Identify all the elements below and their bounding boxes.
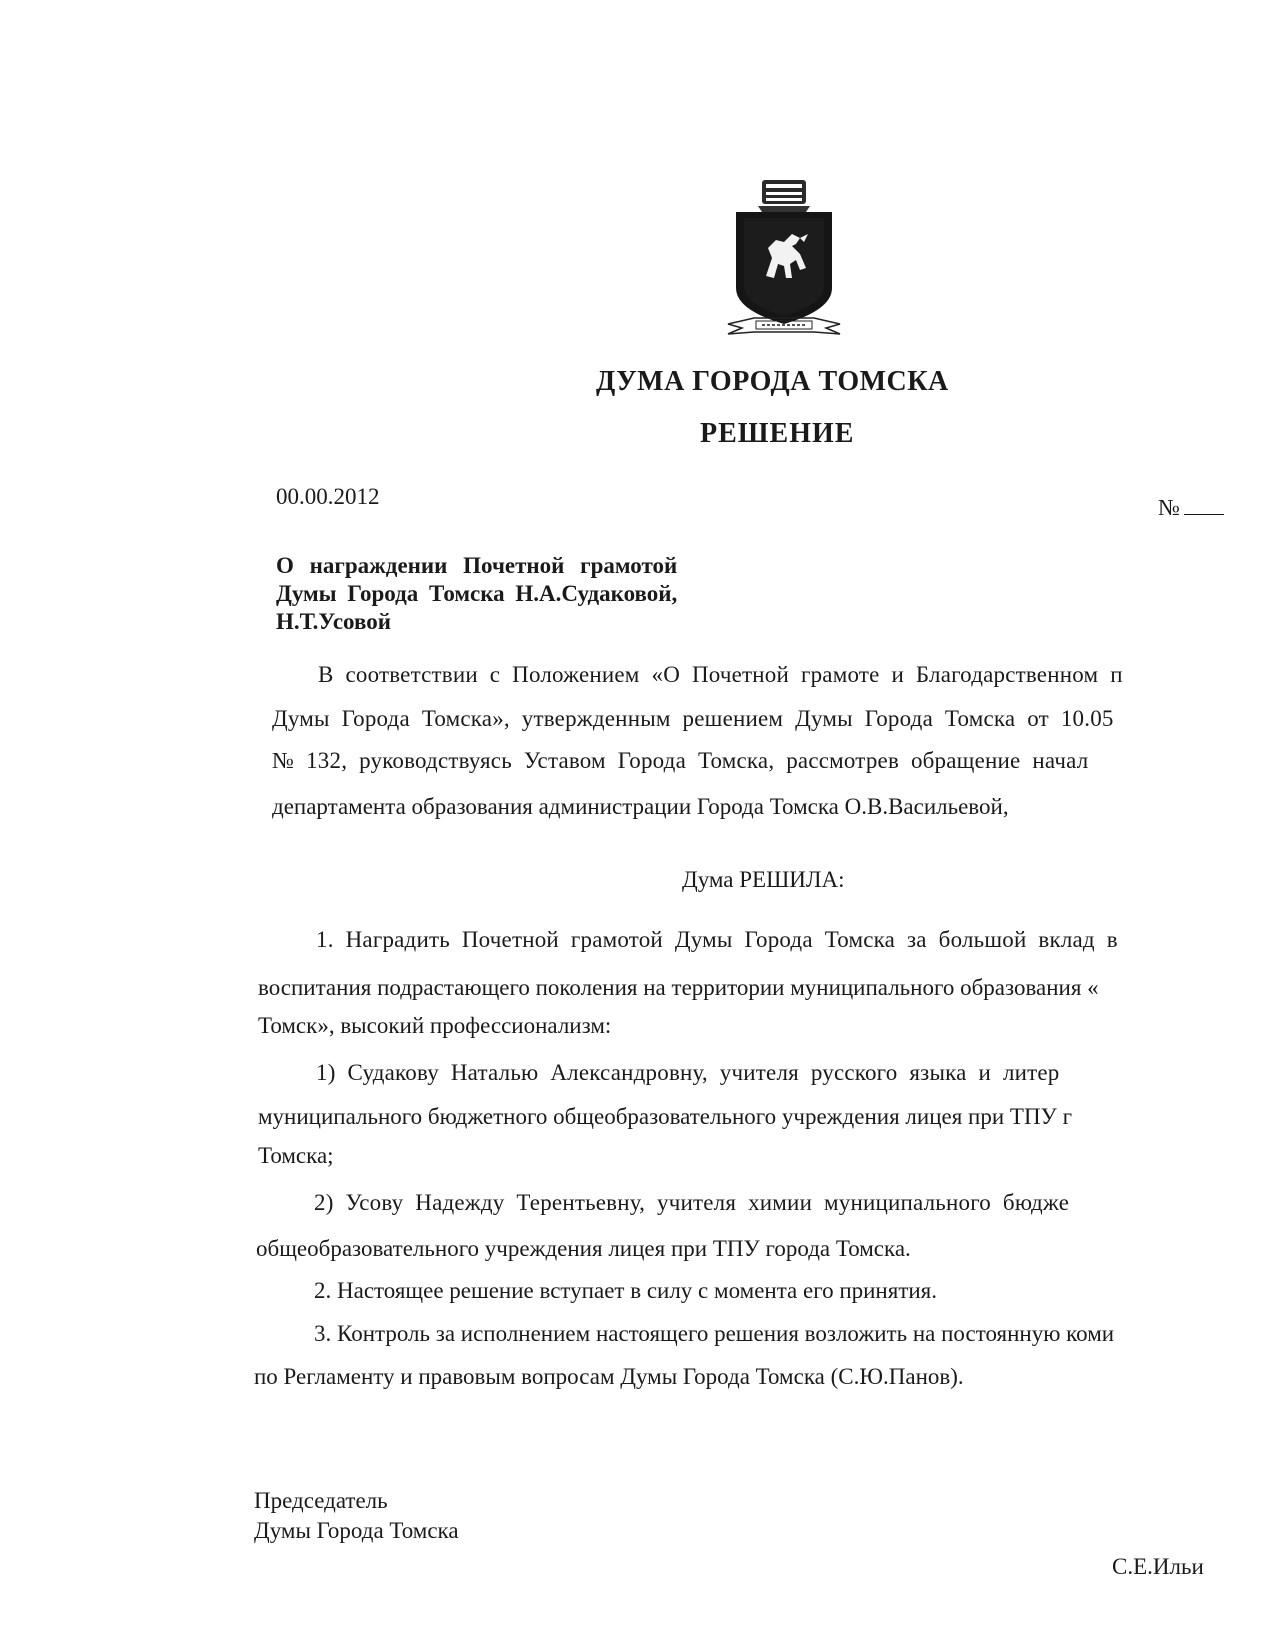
council-title: ДУМА ГОРОДА ТОМСКА xyxy=(596,366,949,397)
signatory-title: Думы Города Томска xyxy=(254,1518,459,1543)
item-line: 1) Судакову Наталью Александровну, учителя русского языка и литер xyxy=(316,1060,1060,1085)
item-line: по Регламенту и правовым вопросам Думы Города Томска (С.Ю.Панов). xyxy=(254,1364,964,1389)
signatory-title: Председатель xyxy=(254,1488,388,1513)
item-line: воспитания подрастающего поколения на территории муниципального образования « xyxy=(258,975,1099,1000)
document-type: РЕШЕНИЕ xyxy=(700,418,855,449)
document-number xyxy=(1158,495,1224,521)
item-line: Томска; xyxy=(258,1143,334,1168)
tomsk-coat-of-arms-icon xyxy=(726,178,842,340)
item-line: 1. Наградить Почетной грамотой Думы Города Томска за большой вклад в xyxy=(316,927,1118,952)
item-line: Томск», высокий профессионализм: xyxy=(258,1013,612,1038)
number-label: № xyxy=(1158,495,1180,520)
decided-heading: Дума РЕШИЛА: xyxy=(682,867,845,892)
item-line: муниципального бюджетного общеобразовательного учреждения лицея при ТПУ г xyxy=(258,1104,1073,1129)
document-subject xyxy=(276,552,677,636)
preamble-line: № 132, руководствуясь Уставом Города Томска, рассмотрев обращение начал xyxy=(272,748,1089,773)
item-line: общеобразовательного учреждения лицея при ТПУ города Томска. xyxy=(256,1236,911,1261)
preamble-line: В соответствии с Положением «О Почетной грамоте и Благодарственном п xyxy=(318,662,1123,687)
preamble-line: Думы Города Томска», утвержденным решением Думы Города Томска от 10.05 xyxy=(272,706,1114,731)
signatory-name: С.Е.Ильи xyxy=(1112,1554,1204,1579)
subject-line: Думы Города Томска Н.А.Судаковой, xyxy=(276,581,678,606)
item-line: 2. Настоящее решение вступает в силу с момента его принятия. xyxy=(314,1278,938,1303)
item-line: 2) Усову Надежду Терентьевну, учителя химии муниципального бюдже xyxy=(314,1190,1070,1215)
document-date: 00.00.2012 xyxy=(276,484,380,509)
preamble-line: департамента образования администрации Города Томска О.В.Васильевой, xyxy=(272,794,1009,819)
subject-line: О награждении Почетной грамотой xyxy=(276,553,678,578)
subject-line: Н.Т.Усовой xyxy=(276,609,391,634)
item-line: 3. Контроль за исполнением настоящего решения возложить на постоянную коми xyxy=(314,1321,1115,1346)
number-blank xyxy=(1184,500,1224,515)
